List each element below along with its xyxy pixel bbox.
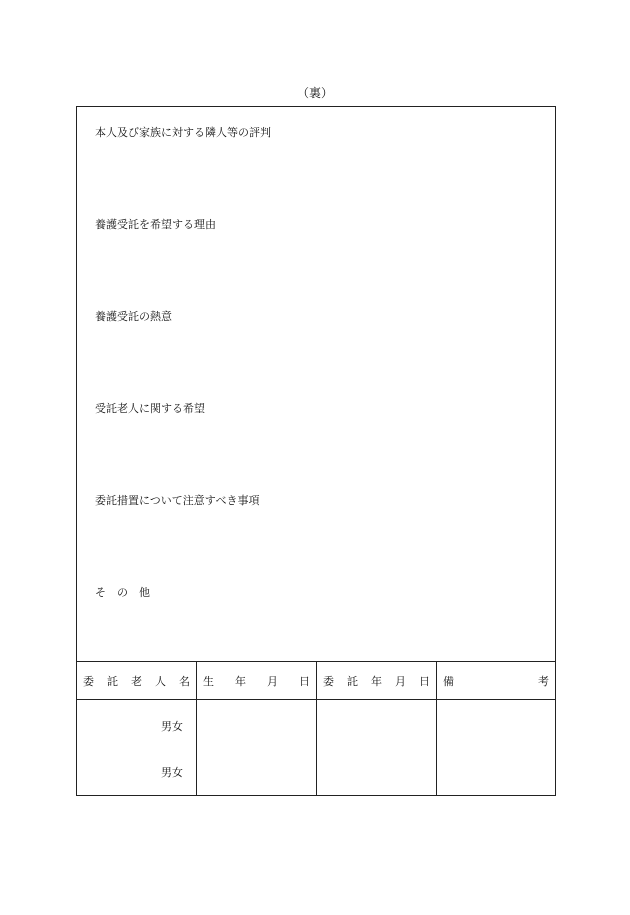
- section-enthusiasm-label: 養護受託の熱意: [95, 310, 172, 323]
- header-resident-name: 委 託 老 人 名: [83, 675, 190, 688]
- header-birthdate: 生 年 月 日: [203, 675, 310, 688]
- section-other-label: そ の 他: [95, 586, 150, 599]
- header-remarks: 備 考: [443, 675, 549, 688]
- form-table: [76, 106, 556, 796]
- section-reputation-label: 本人及び家族に対する隣人等の評判: [95, 126, 271, 139]
- row-1-sex: 男女: [161, 720, 183, 733]
- section-notes-label: 委託措置について注意すべき事項: [95, 494, 260, 507]
- section-wishes-label: 受託老人に関する希望: [95, 402, 205, 415]
- section-reason-label: 養護受託を希望する理由: [95, 218, 216, 231]
- row-2-sex: 男女: [161, 766, 183, 779]
- page-heading: （裏）: [296, 86, 333, 100]
- header-entrustment-date: 委 託 年 月 日: [323, 675, 430, 688]
